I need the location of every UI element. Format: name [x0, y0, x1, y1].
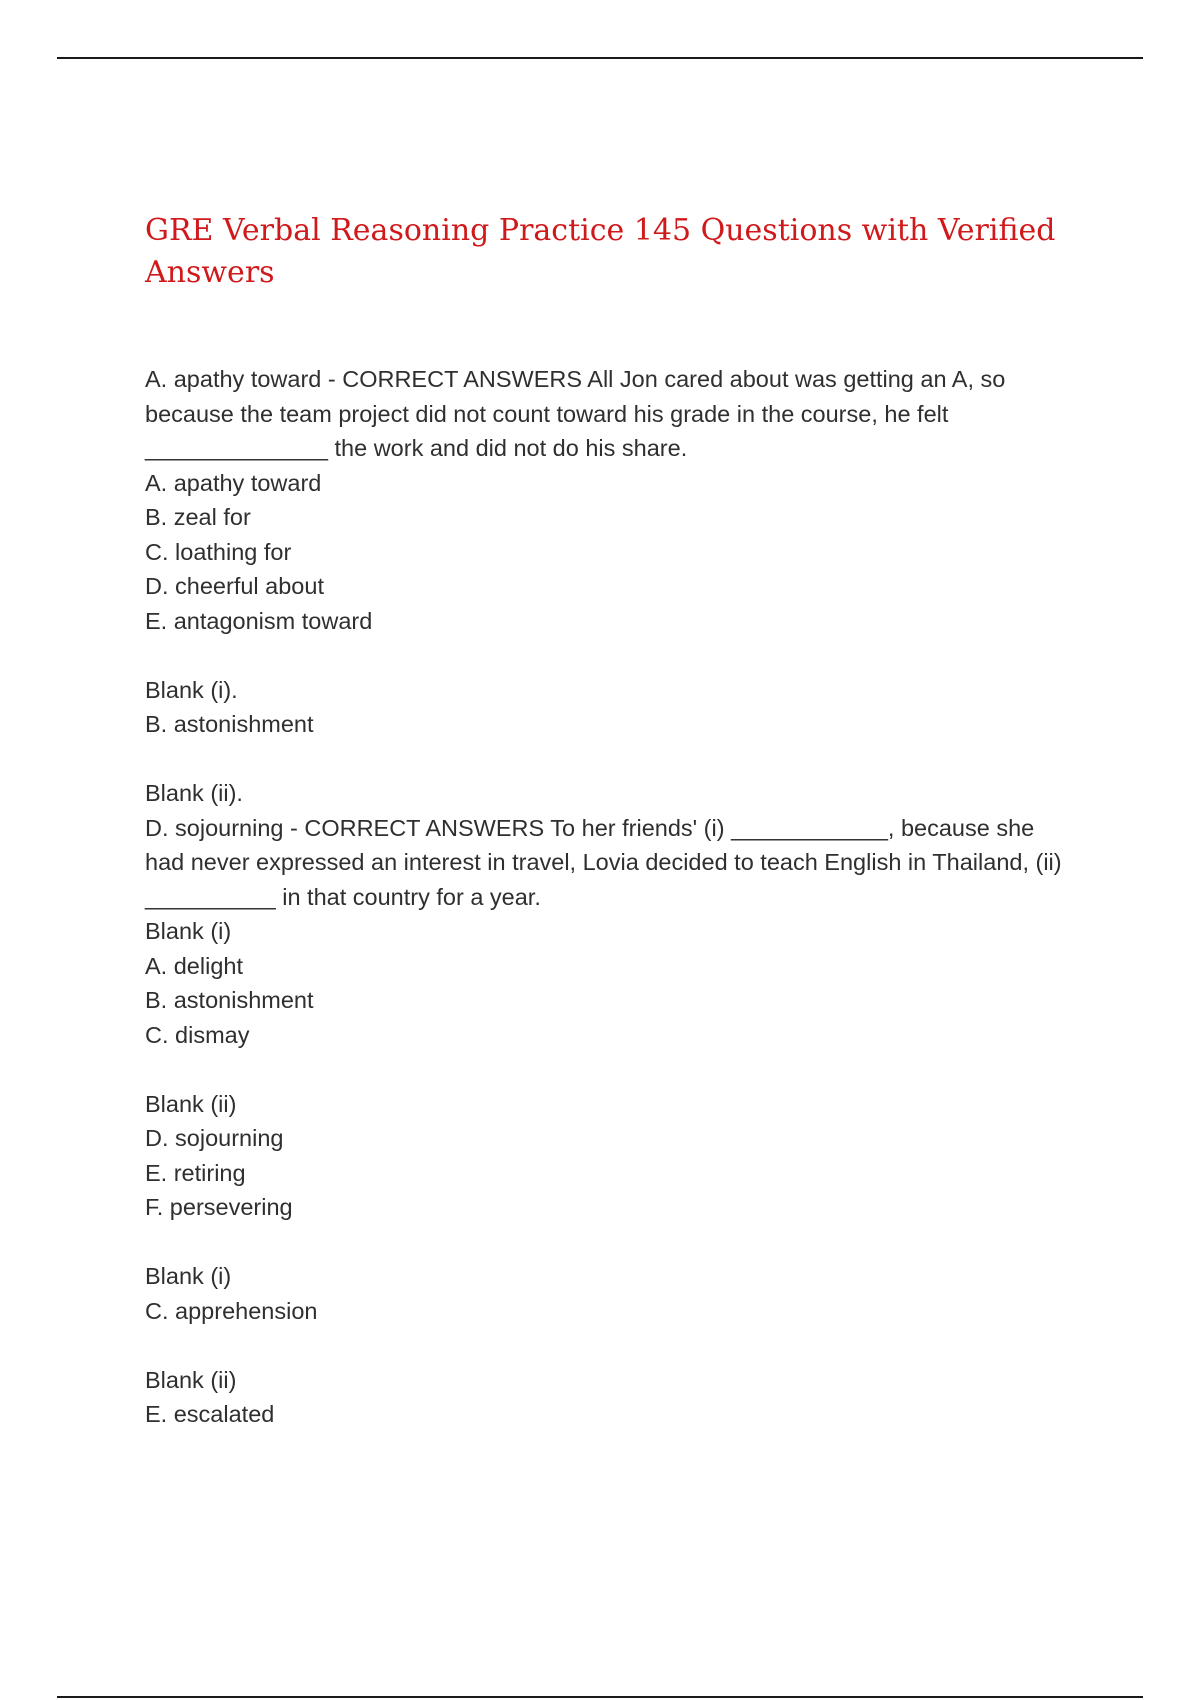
document-title: GRE Verbal Reasoning Practice 145 Questions with Verified Answers	[145, 213, 1056, 290]
spacer	[145, 638, 1065, 673]
question-1-stem: A. apathy toward - CORRECT ANSWERS All Jon cared about was getting an A, so because the team project did not count toward his grade in the course, he felt ______________ the work and did not do his share.	[145, 366, 1012, 461]
question-2-option-c: C. dismay	[145, 1021, 250, 1048]
header-rule	[57, 57, 1143, 59]
answer-blank-i-value: B. astonishment	[145, 711, 314, 737]
answer-3-blank-i-label: Blank (i)	[145, 1263, 232, 1289]
footer-rule	[57, 1696, 1143, 1698]
question-2-option-e: E. retiring	[145, 1159, 246, 1186]
document-body	[145, 210, 1069, 1432]
question-2-blank-i-label: Blank (i)	[145, 918, 232, 944]
question-1-option-e: E. antagonism toward	[145, 607, 373, 634]
question-text	[145, 362, 1069, 1432]
question-1-option-d: D. cheerful about	[145, 573, 324, 599]
spacer	[145, 1328, 1065, 1363]
answer-3-value: C. apprehension	[145, 1297, 318, 1324]
question-2-option-b: B. astonishment	[145, 987, 314, 1013]
spacer	[145, 1052, 1065, 1087]
spacer	[145, 742, 1065, 777]
question-1-option-a: A. apathy toward	[145, 469, 322, 496]
question-2-option-f: F. persevering	[145, 1194, 293, 1220]
question-1-option-b: B. zeal for	[145, 504, 251, 530]
answer-4-value: E. escalated	[145, 1401, 275, 1427]
question-2-blank-ii-label: Blank (ii)	[145, 1090, 237, 1117]
answer-4-blank-ii-label: Blank (ii)	[145, 1366, 237, 1393]
question-2-stem: D. sojourning - CORRECT ANSWERS To her friends' (i) ____________, because she had never expressed an interest in travel, Lovia decided to teach English in Thailand, (ii) __________ in that country for a year.	[145, 814, 1069, 910]
question-1-option-c: C. loathing for	[145, 538, 292, 565]
answer-blank-i-label: Blank (i).	[145, 676, 238, 703]
answer-blank-ii-label: Blank (ii).	[145, 780, 243, 806]
question-2-option-a: A. delight	[145, 952, 243, 979]
spacer	[145, 1225, 1065, 1260]
question-2-option-d: D. sojourning	[145, 1125, 284, 1151]
